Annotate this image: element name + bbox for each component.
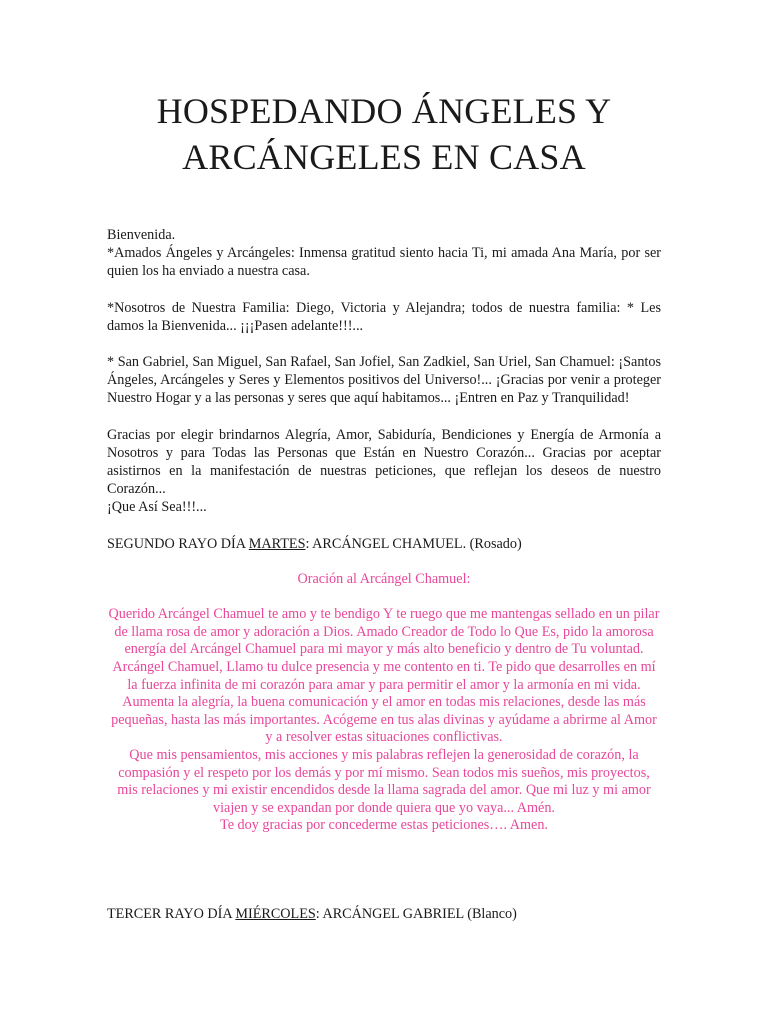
intro-paragraph-4: Gracias por elegir brindarnos Alegría, Amor, Sabiduría, Bendiciones y Energía de Armonía a Nosotros y para Todas las Personas que Están en Nuestro Corazón... Gracias por aceptar asistirnos en la manifestación de nuestras peticiones, que reflejan los deseos de nuestro Corazón... <box>107 426 661 498</box>
ray3-suffix: : ARCÁNGEL GABRIEL (Blanco) <box>315 905 517 922</box>
document-page <box>107 88 661 941</box>
ray3-day: MIÉRCOLES <box>235 905 316 922</box>
intro-paragraph-5: ¡Que Así Sea!!!... <box>107 499 207 516</box>
prayer-paragraph-1: Querido Arcángel Chamuel te amo y te bendigo Y te ruego que me mantengas sellado en un pilar de llama rosa de amor y adoración a Dios. Amado Creador de Todo lo Que Es, pido la amorosa energía del Arcángel Chamuel para mi mayor y más alto beneficio y dentro de Tu voluntad. Arcángel Chamuel, Llamo tu dulce presencia y me contento en ti. Te pido que desarrolles en mí la fuerza infinita de mi corazón para amar y para permitir el amor y la armonía en mi vida. Aumenta la alegría, la buena comunicación y el amor en todas mis relaciones, desde las más pequeñas, hasta las más importantes. Acógeme en tus alas divinas y ayúdame a abrirme al Amor y a resolver estas situaciones conflictivas. <box>108 606 660 746</box>
ray-heading-martes <box>107 535 661 553</box>
ray2-prefix: SEGUNDO RAYO DÍA <box>107 535 249 552</box>
prayer-paragraph-3: Te doy gracias por concederme estas peticiones…. Amen. <box>220 817 548 834</box>
title-line-2: ARCÁNGELES EN CASA <box>182 137 586 177</box>
intro-section <box>107 226 661 517</box>
greeting: Bienvenida. <box>107 227 176 243</box>
prayer-paragraph-2: Que mis pensamientos, mis acciones y mis palabras reflejen la generosidad de corazón, la compasión y el respeto por los demás y por mí mismo. Sean todos mis sueños, mis proyectos, mis relaciones y mi existir encendidos desde la llama sagrada del amor. Que mi luz y mi amor viajen y se expandan por donde quiera que yo vaya... Amén. <box>117 746 651 816</box>
ray-heading-miercoles <box>107 905 661 923</box>
title-line-1: HOSPEDANDO ÁNGELES Y <box>156 91 612 131</box>
ray2-day: MARTES <box>248 535 306 552</box>
intro-paragraph-3: * San Gabriel, San Miguel, San Rafael, San Jofiel, San Zadkiel, San Uriel, San Chamuel: ¡Santos Ángeles, Arcángeles y Seres y Elementos positivos del Universo!... ¡Gracias por venir a proteger Nuestro Hogar y a las personas y seres que aquí habitamos... ¡Entren en Paz y Tranquilidad! <box>107 354 661 407</box>
ray2-suffix: : ARCÁNGEL CHAMUEL. (Rosado) <box>305 535 522 552</box>
ray3-prefix: TERCER RAYO DÍA <box>107 905 236 922</box>
prayer-title: Oración al Arcángel Chamuel: <box>297 570 471 587</box>
prayer-section <box>107 571 661 835</box>
document-title <box>107 88 661 180</box>
intro-paragraph-2: *Nosotros de Nuestra Familia: Diego, Victoria y Alejandra; todos de nuestra familia: * Les damos la Bienvenida... ¡¡¡Pasen adelante!!!... <box>107 299 661 334</box>
intro-paragraph-1: *Amados Ángeles y Arcángeles: Inmensa gratitud siento hacia Ti, mi amada Ana María, por ser quien los ha enviado a nuestra casa. <box>107 245 661 280</box>
